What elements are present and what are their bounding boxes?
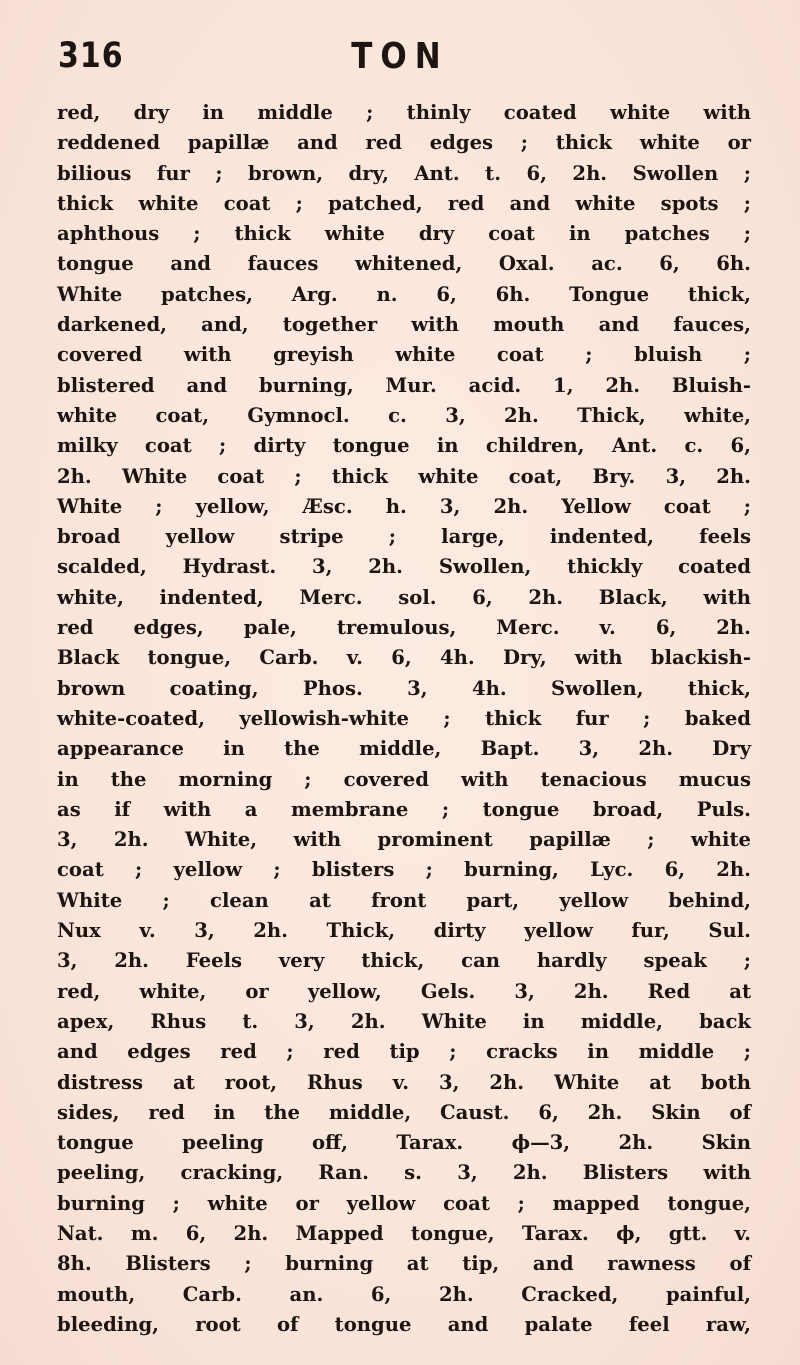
text-line: White patches, Arg. n. 6, 6h. Tongue thick, — [57, 282, 751, 306]
text-line: Nat. m. 6, 2h. Mapped tongue, Tarax. ϕ, gtt. v. — [57, 1221, 751, 1245]
text-line: sides, red in the middle, Caust. 6, 2h. Skin of — [57, 1100, 751, 1124]
text-line: aphthous ; thick white dry coat in patches ; — [57, 222, 751, 246]
text-line: covered with greyish white coat ; bluish ; — [57, 343, 751, 367]
page-header — [0, 30, 800, 80]
text-line: brown coating, Phos. 3, 4h. Swollen, thick, — [57, 676, 751, 700]
text-line: blistered and burning, Mur. acid. 1, 2h. Bluish- — [57, 373, 751, 397]
text-line: white, indented, Merc. sol. 6, 2h. Black, with — [57, 585, 751, 609]
text-line: 3, 2h. White, with prominent papillæ ; white — [57, 828, 751, 852]
text-line: red edges, pale, tremulous, Merc. v. 6, 2h. — [57, 616, 751, 640]
text-line: darkened, and, together with mouth and fauces, — [57, 313, 751, 337]
text-line: tongue and fauces whitened, Oxal. ac. 6, 6h. — [57, 252, 751, 276]
text-line: 8h. Blisters ; burning at tip, and rawness of — [57, 1252, 751, 1276]
text-line: peeling, cracking, Ran. s. 3, 2h. Blisters with — [57, 1161, 751, 1185]
running-head: TON — [351, 36, 449, 78]
text-line: tongue peeling off, Tarax. ϕ—3, 2h. Skin — [57, 1131, 751, 1155]
text-line: and edges red ; red tip ; cracks in middle ; — [57, 1040, 751, 1064]
text-line: broad yellow stripe ; large, indented, feels — [57, 525, 751, 549]
text-line: as if with a membrane ; tongue broad, Puls. — [57, 797, 751, 821]
text-line: milky coat ; dirty tongue in children, Ant. c. 6, — [57, 434, 751, 458]
text-line: mouth, Carb. an. 6, 2h. Cracked, painful, — [57, 1282, 751, 1306]
text-line: thick white coat ; patched, red and white spots ; — [57, 191, 751, 215]
page-number: 316 — [58, 36, 124, 77]
text-line: in the morning ; covered with tenacious mucus — [57, 767, 751, 791]
text-line: white-coated, yellowish-white ; thick fur ; baked — [57, 706, 751, 730]
text-line: white coat, Gymnocl. c. 3, 2h. Thick, white, — [57, 403, 751, 427]
text-line: Nux v. 3, 2h. Thick, dirty yellow fur, Sul. — [57, 919, 751, 943]
text-line: burning ; white or yellow coat ; mapped tongue, — [57, 1191, 751, 1215]
text-line: red, white, or yellow, Gels. 3, 2h. Red at — [57, 979, 751, 1003]
text-line: 2h. White coat ; thick white coat, Bry. 3, 2h. — [57, 464, 751, 488]
text-line: 3, 2h. Feels very thick, can hardly speak ; — [57, 949, 751, 973]
body-text — [57, 98, 751, 1340]
text-line: apex, Rhus t. 3, 2h. White in middle, back — [57, 1009, 751, 1033]
text-line: White ; clean at front part, yellow behind, — [57, 888, 751, 912]
text-line: scalded, Hydrast. 3, 2h. Swollen, thickly coated — [57, 555, 751, 579]
text-line: distress at root, Rhus v. 3, 2h. White at both — [57, 1070, 751, 1094]
text-line: White ; yellow, Æsc. h. 3, 2h. Yellow coat ; — [57, 494, 751, 518]
text-line: red, dry in middle ; thinly coated white with — [57, 101, 751, 124]
text-line: appearance in the middle, Bapt. 3, 2h. Dry — [57, 737, 751, 761]
text-line: bilious fur ; brown, dry, Ant. t. 6, 2h. Swollen ; — [57, 161, 751, 185]
text-line: reddened papillæ and red edges ; thick white or — [57, 131, 751, 155]
text-line: bleeding, root of tongue and palate feel raw, — [57, 1312, 751, 1336]
text-line: coat ; yellow ; blisters ; burning, Lyc. 6, 2h. — [57, 858, 751, 882]
text-line: Black tongue, Carb. v. 6, 4h. Dry, with blackish- — [57, 646, 751, 670]
